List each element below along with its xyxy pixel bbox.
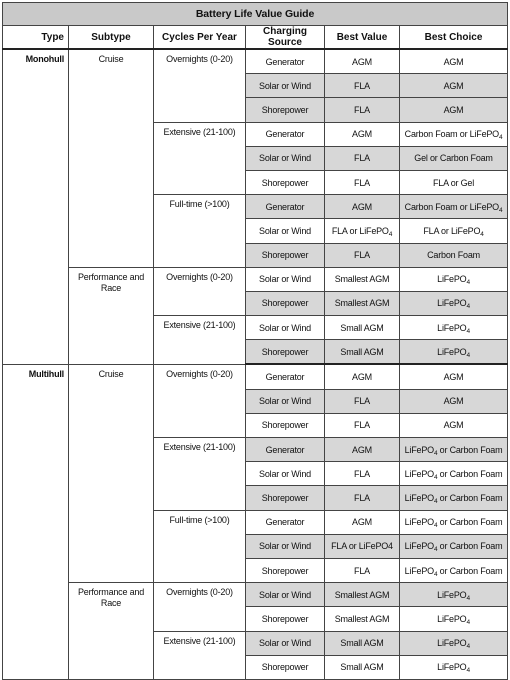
cycles-cell: Overnights (0-20) [154, 49, 246, 122]
best-choice-cell: AGM [400, 74, 508, 98]
battery-guide-document [2, 2, 507, 680]
best-value-cell: Smallest AGM [325, 291, 400, 315]
best-value-cell: FLA [325, 243, 400, 267]
charging-source-cell: Solar or Wind [246, 219, 325, 243]
best-value-cell: FLA [325, 146, 400, 170]
table-row [3, 364, 508, 389]
best-choice-cell: FLA or Gel [400, 170, 508, 194]
charging-source-cell: Shorepower [246, 243, 325, 267]
cycles-cell: Full-time (>100) [154, 510, 246, 583]
best-value-cell: AGM [325, 510, 400, 534]
cycles-cell: Extensive (21-100) [154, 438, 246, 511]
best-value-cell: AGM [325, 438, 400, 462]
battery-guide-table [2, 2, 508, 680]
best-value-cell: FLA [325, 462, 400, 486]
charging-source-cell: Solar or Wind [246, 267, 325, 291]
best-choice-cell: LiFePO$_4$ or Carbon Foam [400, 534, 508, 558]
best-choice-cell: LiFePO$_4$ [400, 340, 508, 365]
best-value-cell: FLA [325, 413, 400, 437]
header-type: Type [3, 26, 69, 50]
best-value-cell: AGM [325, 364, 400, 389]
charging-source-cell: Generator [246, 510, 325, 534]
charging-source-cell: Generator [246, 195, 325, 219]
best-choice-cell: AGM [400, 364, 508, 389]
best-value-cell: AGM [325, 122, 400, 146]
best-choice-cell: LiFePO$_4$ [400, 583, 508, 607]
best-value-cell: Smallest AGM [325, 267, 400, 291]
best-value-cell: AGM [325, 195, 400, 219]
charging-source-cell: Shorepower [246, 655, 325, 679]
charging-source-cell: Solar or Wind [246, 631, 325, 655]
best-choice-cell: FLA or LiFePO$_4$ [400, 219, 508, 243]
charging-source-cell: Solar or Wind [246, 316, 325, 340]
table-row [3, 49, 508, 74]
charging-source-cell: Shorepower [246, 170, 325, 194]
cycles-cell: Extensive (21-100) [154, 631, 246, 679]
best-value-cell: FLA [325, 558, 400, 582]
best-choice-cell: LiFePO$_4$ or Carbon Foam [400, 510, 508, 534]
best-value-cell: FLA [325, 389, 400, 413]
best-choice-cell: LiFePO$_4$ [400, 655, 508, 679]
charging-source-cell: Shorepower [246, 413, 325, 437]
best-choice-cell: LiFePO$_4$ [400, 607, 508, 631]
best-value-cell: FLA [325, 98, 400, 122]
best-value-cell: Small AGM [325, 631, 400, 655]
best-value-cell: FLA [325, 74, 400, 98]
best-value-cell: FLA [325, 486, 400, 510]
charging-source-cell: Shorepower [246, 486, 325, 510]
charging-source-cell: Solar or Wind [246, 534, 325, 558]
best-choice-cell: AGM [400, 98, 508, 122]
header-cycles: Cycles Per Year [154, 26, 246, 50]
best-choice-cell: Carbon Foam or LiFePO$_4$ [400, 122, 508, 146]
charging-source-cell: Solar or Wind [246, 389, 325, 413]
best-choice-cell: LiFePO$_4$ [400, 267, 508, 291]
subtype-cell: Cruise [69, 49, 154, 267]
best-value-cell: Smallest AGM [325, 583, 400, 607]
header-charging-source: Charging Source [246, 26, 325, 50]
best-choice-cell: LiFePO$_4$ or Carbon Foam [400, 486, 508, 510]
table-row [3, 267, 508, 291]
header-best-choice: Best Choice [400, 26, 508, 50]
charging-source-cell: Shorepower [246, 607, 325, 631]
best-value-cell: Small AGM [325, 655, 400, 679]
charging-source-cell: Solar or Wind [246, 462, 325, 486]
cycles-cell: Overnights (0-20) [154, 364, 246, 437]
best-choice-cell: Gel or Carbon Foam [400, 146, 508, 170]
cycles-cell: Full-time (>100) [154, 195, 246, 268]
charging-source-cell: Generator [246, 49, 325, 74]
charging-source-cell: Solar or Wind [246, 74, 325, 98]
hull-type-cell: Multihull [3, 364, 69, 679]
table-row [3, 583, 508, 607]
charging-source-cell: Solar or Wind [246, 146, 325, 170]
cycles-cell: Extensive (21-100) [154, 122, 246, 195]
best-choice-cell: LiFePO$_4$ or Carbon Foam [400, 558, 508, 582]
cycles-cell: Overnights (0-20) [154, 267, 246, 315]
charging-source-cell: Shorepower [246, 98, 325, 122]
charging-source-cell: Shorepower [246, 340, 325, 365]
subtype-cell: Performance and Race [69, 267, 154, 364]
best-value-cell: Smallest AGM [325, 607, 400, 631]
best-choice-cell: LiFePO$_4$ or Carbon Foam [400, 438, 508, 462]
best-choice-cell: Carbon Foam [400, 243, 508, 267]
table-title: Battery Life Value Guide [3, 3, 508, 26]
table-body [3, 49, 508, 679]
best-choice-cell: AGM [400, 389, 508, 413]
charging-source-cell: Generator [246, 438, 325, 462]
best-choice-cell: Carbon Foam or LiFePO$_4$ [400, 195, 508, 219]
header-best-value: Best Value [325, 26, 400, 50]
charging-source-cell: Generator [246, 364, 325, 389]
best-value-cell: FLA [325, 170, 400, 194]
best-value-cell: FLA or LiFePO$_4$ [325, 219, 400, 243]
best-value-cell: Small AGM [325, 316, 400, 340]
best-choice-cell: LiFePO$_4$ [400, 631, 508, 655]
best-value-cell: AGM [325, 49, 400, 74]
charging-source-cell: Shorepower [246, 558, 325, 582]
charging-source-cell: Shorepower [246, 291, 325, 315]
cycles-cell: Overnights (0-20) [154, 583, 246, 631]
best-choice-cell: AGM [400, 49, 508, 74]
best-choice-cell: AGM [400, 413, 508, 437]
charging-source-cell: Generator [246, 122, 325, 146]
header-subtype: Subtype [69, 26, 154, 50]
charging-source-cell: Solar or Wind [246, 583, 325, 607]
subtype-cell: Performance and Race [69, 583, 154, 680]
best-choice-cell: LiFePO$_4$ or Carbon Foam [400, 462, 508, 486]
best-choice-cell: LiFePO$_4$ [400, 291, 508, 315]
best-value-cell: Small AGM [325, 340, 400, 365]
cycles-cell: Extensive (21-100) [154, 316, 246, 365]
hull-type-cell: Monohull [3, 49, 69, 364]
best-choice-cell: LiFePO$_4$ [400, 316, 508, 340]
subtype-cell: Cruise [69, 364, 154, 582]
best-value-cell: FLA or LiFePO4 [325, 534, 400, 558]
